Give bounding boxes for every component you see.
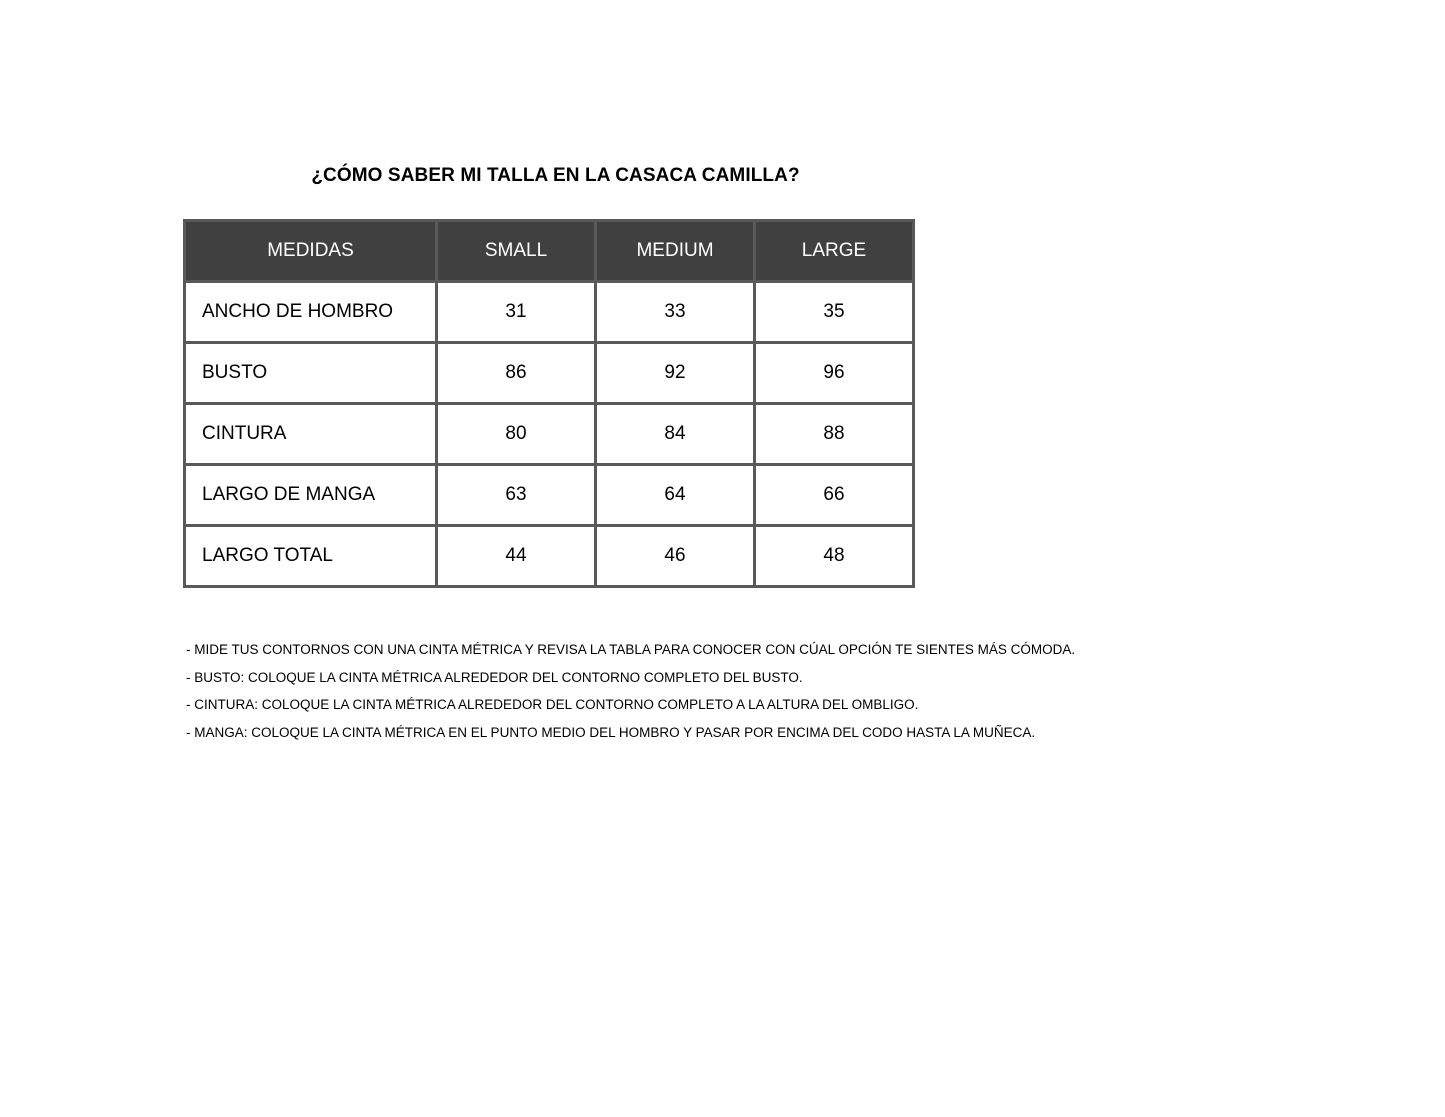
value-small: 44 [437, 526, 596, 587]
page-title: ¿CÓMO SABER MI TALLA EN LA CASACA CAMILLA? [311, 165, 800, 186]
value-medium: 92 [596, 343, 755, 404]
measurement-notes [186, 636, 1075, 746]
table-row [185, 526, 914, 587]
value-large: 66 [755, 465, 914, 526]
value-medium: 64 [596, 465, 755, 526]
note-manga: - MANGA: COLOQUE LA CINTA MÉTRICA EN EL PUNTO MEDIO DEL HOMBRO Y PASAR POR ENCIMA DEL CODO HASTA LA MUÑECA. [186, 724, 1036, 740]
value-large: 48 [755, 526, 914, 587]
note-general: - MIDE TUS CONTORNOS CON UNA CINTA MÉTRICA Y REVISA LA TABLA PARA CONOCER CON CÚAL OPCIÓN TE SIENTES MÁS CÓMODA. [186, 642, 1076, 657]
note-busto: - BUSTO: COLOQUE LA CINTA MÉTRICA ALREDEDOR DEL CONTORNO COMPLETO DEL BUSTO. [186, 669, 803, 685]
value-large: 96 [755, 343, 914, 404]
value-large: 35 [755, 282, 914, 343]
value-small: 63 [437, 465, 596, 526]
table-row [185, 465, 914, 526]
value-medium: 84 [596, 404, 755, 465]
value-small: 86 [437, 343, 596, 404]
table-row [185, 343, 914, 404]
row-label: LARGO TOTAL [185, 526, 437, 587]
header-medidas: MEDIDAS [185, 221, 437, 282]
value-medium: 46 [596, 526, 755, 587]
header-medium: MEDIUM [596, 221, 755, 282]
size-chart-table [183, 219, 915, 588]
row-label: BUSTO [185, 343, 437, 404]
row-label: ANCHO DE HOMBRO [185, 282, 437, 343]
value-small: 80 [437, 404, 596, 465]
value-small: 31 [437, 282, 596, 343]
value-medium: 33 [596, 282, 755, 343]
header-small: SMALL [437, 221, 596, 282]
header-large: LARGE [755, 221, 914, 282]
table-header-row [185, 221, 914, 282]
table-row [185, 404, 914, 465]
note-cintura: - CINTURA: COLOQUE LA CINTA MÉTRICA ALREDEDOR DEL CONTORNO COMPLETO A LA ALTURA DEL OMBLIGO. [186, 697, 919, 712]
value-large: 88 [755, 404, 914, 465]
row-label: LARGO DE MANGA [185, 465, 437, 526]
table-row [185, 282, 914, 343]
row-label: CINTURA [185, 404, 437, 465]
